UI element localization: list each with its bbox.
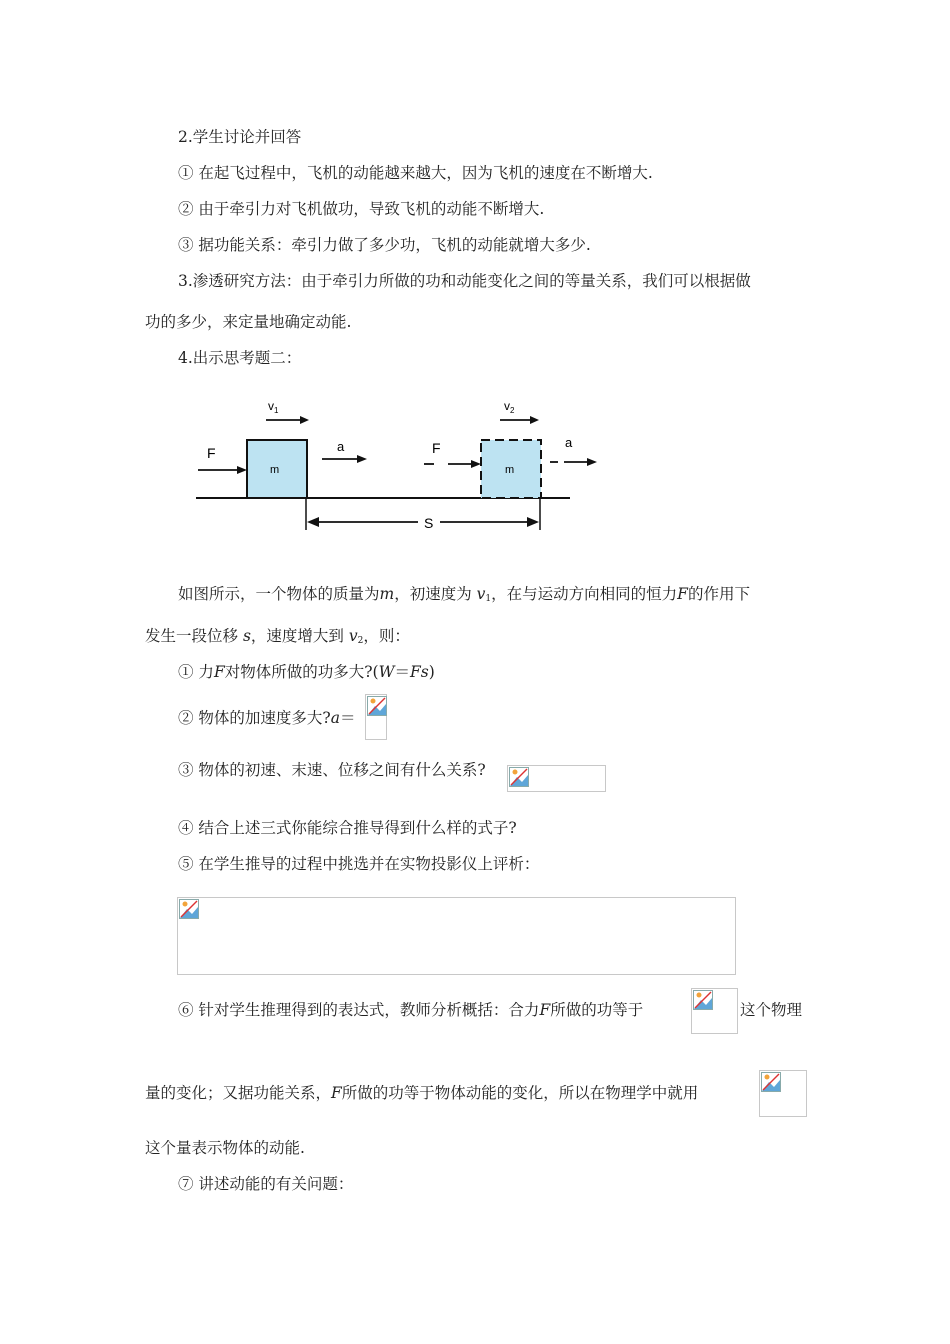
accel-label-2: a	[565, 435, 573, 450]
mass-label-1: m	[270, 464, 280, 476]
item-3-text-cont: 功的多少，来定量地确定动能.	[145, 313, 352, 331]
accel-arrow-2	[587, 458, 597, 466]
missing-image-kinetic-term-2	[759, 1070, 807, 1117]
broken-image-icon	[367, 696, 387, 716]
problem-statement: 如图所示，一个物体的质量为m，初速度为 $v_1$，在与运动方向相同的恒力F的作用下	[178, 585, 750, 604]
question-3: ③ 物体的初速、末速、位移之间有什么关系?	[178, 761, 486, 779]
answer-3: ③ 据功能关系：牵引力做了多少功，飞机的动能就增大多少.	[178, 236, 591, 254]
force-arrow-2	[471, 460, 481, 468]
velocity-label-2: $v_2$	[504, 399, 515, 415]
mass-label-2: m	[505, 464, 515, 476]
velocity-arrow-2	[530, 416, 539, 424]
missing-image-derivation	[177, 897, 736, 975]
broken-image-icon	[179, 899, 199, 919]
velocity-arrow-1	[300, 416, 309, 424]
force-label-1: F	[207, 445, 216, 461]
item-3-text: 3.渗透研究方法：由于牵引力所做的功和动能变化之间的等量关系，我们可以根据做	[178, 272, 751, 290]
broken-image-icon	[693, 990, 713, 1010]
broken-image-icon	[761, 1072, 781, 1092]
question-7: ⑦ 讲述动能的有关问题：	[178, 1175, 354, 1193]
velocity-label-1: $v_1$	[268, 399, 279, 415]
question-1: ① 力F对物体所做的功多大?(W＝Fs)	[178, 663, 435, 681]
missing-image-kinetic-term-1	[691, 988, 738, 1034]
problem-statement-cont: 发生一段位移 s，速度增大到 $v_2$，则：	[145, 627, 410, 646]
question-2: ② 物体的加速度多大?a＝	[178, 709, 356, 727]
missing-image-formula-velocity	[507, 765, 606, 792]
item-4-heading: 4.出示思考题二：	[178, 349, 302, 367]
broken-image-icon	[509, 767, 529, 787]
force-arrow-1	[237, 466, 247, 474]
block-motion-diagram	[190, 392, 610, 542]
accel-arrow-1	[357, 455, 367, 463]
question-6-end: 这个量表示物体的动能.	[145, 1139, 305, 1157]
question-6-cont: 量的变化；又据功能关系，F所做的功等于物体动能的变化，所以在物理学中就用	[145, 1084, 699, 1102]
answer-1: ① 在起飞过程中，飞机的动能越来越大，因为飞机的速度在不断增大.	[178, 164, 653, 182]
answer-2: ② 由于牵引力对飞机做功，导致飞机的动能不断增大.	[178, 200, 545, 218]
force-label-2: F	[432, 440, 441, 456]
missing-image-formula-a	[365, 694, 387, 740]
question-6-tail: 这个物理	[740, 1001, 803, 1019]
question-6: ⑥ 针对学生推理得到的表达式，教师分析概括：合力F所做的功等于	[178, 1001, 644, 1019]
accel-label-1: a	[337, 439, 345, 454]
question-5: ⑤ 在学生推导的过程中挑选并在实物投影仪上评析：	[178, 855, 540, 873]
displacement-arrow-left	[307, 517, 319, 527]
question-4: ④ 结合上述三式你能综合推导得到什么样的式子?	[178, 819, 517, 837]
displacement-label: S	[424, 515, 434, 531]
displacement-arrow-right	[527, 517, 539, 527]
item-2-heading: 2.学生讨论并回答	[178, 128, 302, 146]
